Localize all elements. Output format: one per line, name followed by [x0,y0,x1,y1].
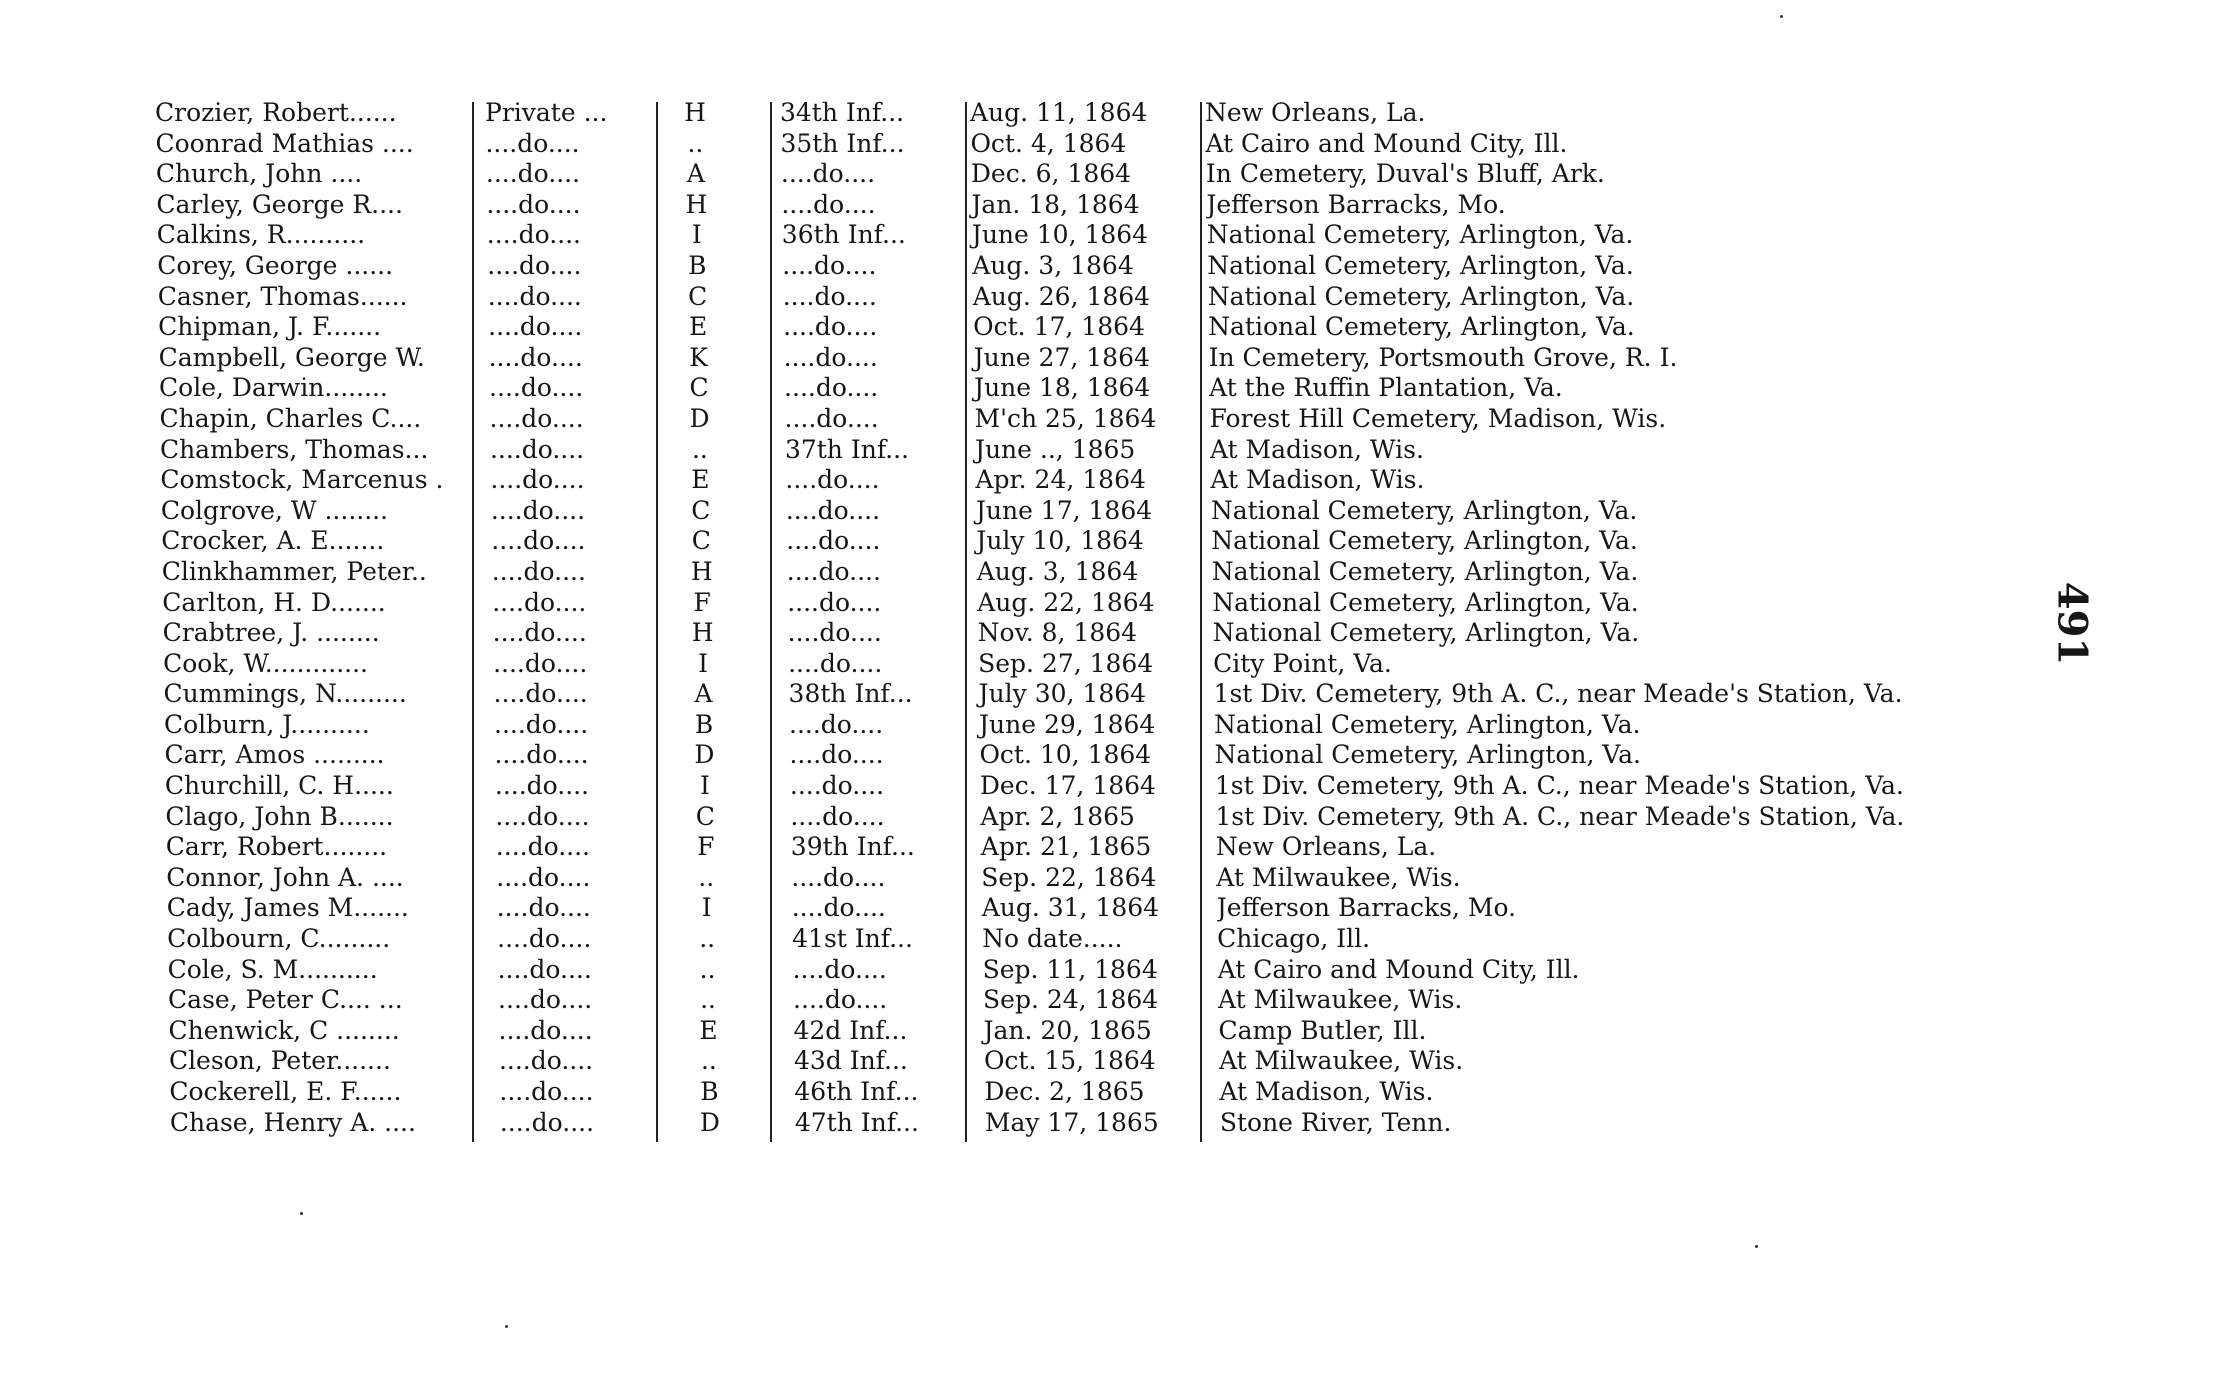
rank: ....do.... [486,189,581,219]
company: C [691,526,711,556]
date-of-death: Aug. 22, 1864 [977,587,1155,617]
rank: ....do.... [495,801,590,831]
burial-place: In Cemetery, Portsmouth Grove, R. I. [1208,342,1678,372]
date-of-death: Aug. 26, 1864 [972,281,1151,311]
soldier-name: Chenwick, C ........ [168,1015,400,1045]
company: E [691,465,710,495]
regiment: 34th Inf... [780,98,905,127]
date-of-death: Apr. 21, 1865 [980,832,1152,862]
burial-place: 1st Div. Cemetery, 9th A. C., near Meade's Station, Va. [1213,679,1903,709]
date-of-death: July 10, 1864 [976,526,1144,556]
date-of-death: Aug. 3, 1864 [976,556,1139,586]
company: H [691,618,714,648]
burial-place: Stone River, Tenn. [1219,1107,1452,1137]
soldier-name: Cummings, N......... [163,679,407,709]
soldier-name: Cole, Darwin........ [159,373,388,403]
burial-place: At Milwaukee, Wis. [1218,1046,1464,1076]
company: .. [699,954,716,984]
burial-place: 1st Div. Cemetery, 9th A. C., near Meade's Station, Va. [1215,801,1905,831]
burial-place: At Madison, Wis. [1219,1077,1434,1106]
rank: ....do.... [498,985,593,1015]
burial-place: National Cemetery, Arlington, Va. [1211,526,1638,556]
company: D [694,740,715,770]
soldier-name: Colburn, J.......... [164,709,370,739]
soldier-name: Church, John .... [155,159,363,189]
burial-place: Chicago, Ill. [1217,924,1371,954]
burial-place: 1st Div. Cemetery, 9th A. C., near Meade's Station, Va. [1214,771,1904,801]
table-row [168,955,2048,986]
table-row [168,985,2048,1016]
regiment: ....do.... [791,862,886,892]
burial-place: National Cemetery, Arlington, Va. [1214,740,1641,770]
date-of-death: Aug. 3, 1864 [972,250,1134,280]
burial-place: At Milwaukee, Wis. [1218,985,1463,1015]
burial-place: At the Ruffin Plantation, Va. [1209,373,1563,403]
rank: ....do.... [493,679,588,709]
print-speck [300,1212,303,1215]
regiment: 39th Inf... [790,832,915,862]
date-of-death: Oct. 15, 1864 [983,1046,1156,1076]
soldier-name: Chapin, Charles C.... [159,403,422,433]
regiment: ....do.... [790,801,885,831]
rank: ....do.... [489,373,584,403]
soldier-name: Crozier, Robert...... [155,98,397,127]
company: I [698,648,709,678]
regiment: 43d Inf... [793,1046,908,1076]
rank: Private ... [485,98,608,127]
rank: ....do.... [487,250,582,280]
company: .. [700,1046,717,1076]
table-row [170,1108,2050,1139]
soldier-name: Coonrad Mathias .... [155,128,414,158]
company: .. [699,924,716,954]
soldier-name: Carr, Robert........ [165,832,388,862]
table-row [164,710,2044,741]
table-row [160,465,2040,496]
regiment: ....do.... [793,985,888,1015]
regiment: 47th Inf... [794,1107,919,1137]
soldier-name: Chambers, Thomas... [159,434,429,464]
soldier-name: Clago, John B....... [165,801,394,831]
rank: ....do.... [489,403,584,433]
rank: ....do.... [488,342,583,372]
rank: ....do.... [499,1077,594,1106]
rank: ....do.... [490,495,586,525]
regiment: ....do.... [783,312,878,342]
rank: ....do.... [499,1107,595,1137]
burial-place: National Cemetery, Arlington, Va. [1211,556,1639,586]
soldier-name: Carlton, H. D....... [162,587,386,617]
rank: ....do.... [494,771,590,801]
company: F [697,832,715,862]
soldier-name: Campbell, George W. [158,342,425,372]
soldier-name: Clinkhammer, Peter.. [161,556,427,586]
date-of-death: Oct. 10, 1864 [979,740,1152,770]
rank: ....do.... [498,1015,593,1045]
rank: ....do.... [494,740,589,770]
table-row [167,924,2047,955]
burial-place: National Cemetery, Arlington, Va. [1208,312,1635,342]
burial-place: National Cemetery, Arlington, Va. [1212,587,1639,617]
rank: ....do.... [495,832,590,862]
soldier-name: Crabtree, J. ........ [162,618,380,648]
regiment: ....do.... [784,403,879,433]
table-row [157,220,2037,251]
date-of-death: No date..... [982,924,1123,954]
company: B [700,1077,719,1106]
company: D [699,1107,720,1137]
date-of-death: June 10, 1864 [971,220,1149,250]
company: K [689,342,708,372]
table-row [160,404,2040,435]
regiment: 41st Inf... [792,924,913,954]
date-of-death: Sep. 11, 1864 [982,954,1158,984]
date-of-death: May 17, 1865 [984,1107,1159,1137]
regiment: ....do.... [787,618,882,648]
date-of-death: Sep. 27, 1864 [978,648,1154,678]
regiment: ....do.... [786,556,881,586]
burial-place: At Madison, Wis. [1209,434,1424,464]
burial-place: National Cemetery, Arlington, Va. [1210,495,1638,525]
date-of-death: Nov. 8, 1864 [977,618,1138,648]
table-row [158,282,2038,313]
burial-place: New Orleans, La. [1215,832,1437,862]
rank: ....do.... [492,587,587,617]
table-row [165,771,2045,802]
table-row [161,496,2041,527]
burial-register-table [155,98,2035,1138]
rank: ....do.... [496,893,591,923]
burial-place: Jefferson Barracks, Mo. [1206,189,1506,219]
burial-place: National Cemetery, Arlington, Va. [1212,618,1640,648]
burial-place: At Milwaukee, Wis. [1216,862,1461,892]
company: E [699,1015,718,1045]
burial-place: At Madison, Wis. [1210,465,1425,495]
table-row [157,251,2037,282]
rank: ....do.... [498,1046,594,1076]
date-of-death: June .., 1865 [974,434,1136,464]
date-of-death: Sep. 24, 1864 [983,985,1159,1015]
company: .. [691,434,708,464]
regiment: 36th Inf... [781,220,906,250]
table-row [169,1046,2049,1077]
table-row [155,129,2035,160]
regiment: 37th Inf... [784,434,910,464]
soldier-name: Churchill, C. H..... [164,771,394,801]
regiment: ....do.... [792,954,887,984]
table-row [162,588,2042,619]
table-row [164,740,2044,771]
company: H [684,98,706,127]
regiment: ....do.... [784,373,879,403]
soldier-name: Cole, S. M.......... [167,954,378,984]
regiment: ....do.... [780,159,876,189]
table-row [161,526,2041,557]
table-row [164,679,2044,710]
regiment: 46th Inf... [794,1077,919,1106]
burial-place: Forest Hill Cemetery, Madison, Wis. [1209,403,1667,433]
soldier-name: Colgrove, W ........ [160,495,389,525]
soldier-name: Connor, John A. .... [166,862,404,892]
regiment: 42d Inf... [793,1015,908,1045]
burial-place: Jefferson Barracks, Mo. [1216,893,1517,923]
soldier-name: Chase, Henry A. .... [169,1107,416,1137]
table-row [163,618,2043,649]
regiment: ....do.... [787,587,882,617]
company: C [695,801,715,831]
company: I [691,220,702,250]
company: C [688,281,708,311]
date-of-death: M'ch 25, 1864 [974,403,1157,433]
regiment: 38th Inf... [788,679,913,709]
regiment: ....do.... [782,250,877,280]
soldier-name: Carley, George R.... [156,189,403,219]
rank: ....do.... [485,159,581,189]
burial-place: National Cemetery, Arlington, Va. [1214,709,1641,739]
rank: ....do.... [496,862,591,892]
regiment: ....do.... [783,342,878,372]
company: .. [687,128,704,158]
regiment: ....do.... [785,495,881,525]
date-of-death: June 17, 1864 [975,495,1153,525]
table-row [166,863,2046,894]
company: B [694,709,714,739]
table-row [160,435,2040,466]
rank: ....do.... [490,465,585,495]
date-of-death: Dec. 17, 1864 [979,771,1156,801]
soldier-name: Cook, W............. [163,648,369,678]
rank: ....do.... [494,709,589,739]
burial-place: At Cairo and Mound City, Ill. [1205,128,1568,158]
rank: ....do.... [492,618,587,648]
print-speck [1780,15,1783,18]
burial-place: In Cemetery, Duval's Bluff, Ark. [1205,159,1605,189]
date-of-death: Dec. 2, 1865 [984,1077,1145,1106]
soldier-name: Corey, George ...... [157,250,394,280]
regiment: ....do.... [789,709,884,739]
table-row [163,649,2043,680]
regiment: ....do.... [789,740,884,770]
company: B [688,250,707,280]
print-speck [505,1325,508,1328]
date-of-death: Apr. 24, 1864 [975,465,1146,495]
table-row [162,557,2042,588]
regiment: ....do.... [789,771,885,801]
soldier-name: Case, Peter C.... ... [168,985,403,1015]
rank: ....do.... [487,281,582,311]
regiment: ....do.... [781,189,876,219]
regiment: 35th Inf... [780,128,905,158]
rank: ....do.... [491,526,586,556]
regiment: ....do.... [791,893,886,923]
table-row [156,190,2036,221]
company: I [701,893,712,923]
soldier-name: Crocker, A. E....... [161,526,385,556]
company: H [685,189,708,219]
soldier-name: Colbourn, C......... [167,924,391,954]
date-of-death: Oct. 17, 1864 [973,312,1145,342]
rank: ....do.... [497,924,592,954]
burial-place: National Cemetery, Arlington, Va. [1207,281,1635,311]
date-of-death: June 18, 1864 [974,373,1151,403]
company: D [689,403,710,433]
company: .. [698,862,715,892]
burial-place: City Point, Va. [1213,648,1392,678]
rank: ....do.... [486,220,581,250]
table-row [169,1077,2049,1108]
burial-place: At Cairo and Mound City, Ill. [1217,954,1580,984]
date-of-death: Jan. 18, 1864 [971,189,1140,219]
rank: ....do.... [497,954,592,984]
table-row [169,1016,2049,1047]
company: H [690,556,713,586]
burial-place: Camp Butler, Ill. [1218,1015,1427,1045]
company: A [686,159,705,189]
company: I [699,771,710,801]
company: A [694,679,713,709]
company: E [689,312,708,342]
print-speck [1755,1245,1758,1248]
date-of-death: June 29, 1864 [979,709,1156,739]
soldier-name: Chipman, J. F....... [158,312,382,342]
soldier-name: Carr, Amos ......... [164,740,385,770]
table-row [159,373,2039,404]
table-row [167,893,2047,924]
date-of-death: Oct. 4, 1864 [970,128,1127,158]
table-row [159,343,2039,374]
company: C [689,373,709,403]
company: F [693,587,711,617]
burial-place: National Cemetery, Arlington, Va. [1207,250,1634,280]
rank: ....do.... [488,312,583,342]
rank: ....do.... [493,648,588,678]
regiment: ....do.... [786,526,881,556]
rank: ....do.... [491,556,586,586]
rank: ....do.... [489,434,585,464]
soldier-name: Cleson, Peter....... [168,1046,391,1076]
soldier-name: Cady, James M....... [166,893,409,923]
date-of-death: Aug. 31, 1864 [981,893,1160,923]
date-of-death: Sep. 22, 1864 [981,862,1157,892]
burial-place: New Orleans, La. [1205,98,1426,127]
soldier-name: Cockerell, E. F...... [169,1077,402,1106]
regiment: ....do.... [785,465,880,495]
date-of-death: Dec. 6, 1864 [970,159,1132,189]
soldier-name: Comstock, Marcenus . [160,465,444,495]
soldier-name: Casner, Thomas...... [157,281,408,311]
company: .. [700,985,716,1015]
table-row [158,312,2038,343]
regiment: ....do.... [782,281,877,311]
date-of-death: July 30, 1864 [978,679,1147,709]
date-of-death: Jan. 20, 1865 [983,1015,1152,1045]
date-of-death: Aug. 11, 1864 [970,98,1148,127]
regiment: ....do.... [788,648,883,678]
rank: ....do.... [485,128,580,158]
date-of-death: Apr. 2, 1865 [980,801,1135,831]
table-row [165,802,2045,833]
date-of-death: June 27, 1864 [973,342,1150,372]
company: C [691,495,711,525]
table-row [155,98,2035,129]
table-row [156,159,2036,190]
table-row [166,832,2046,863]
burial-place: National Cemetery, Arlington, Va. [1206,220,1634,250]
page-number: 491 [2048,581,2096,666]
soldier-name: Calkins, R.......... [156,220,366,250]
